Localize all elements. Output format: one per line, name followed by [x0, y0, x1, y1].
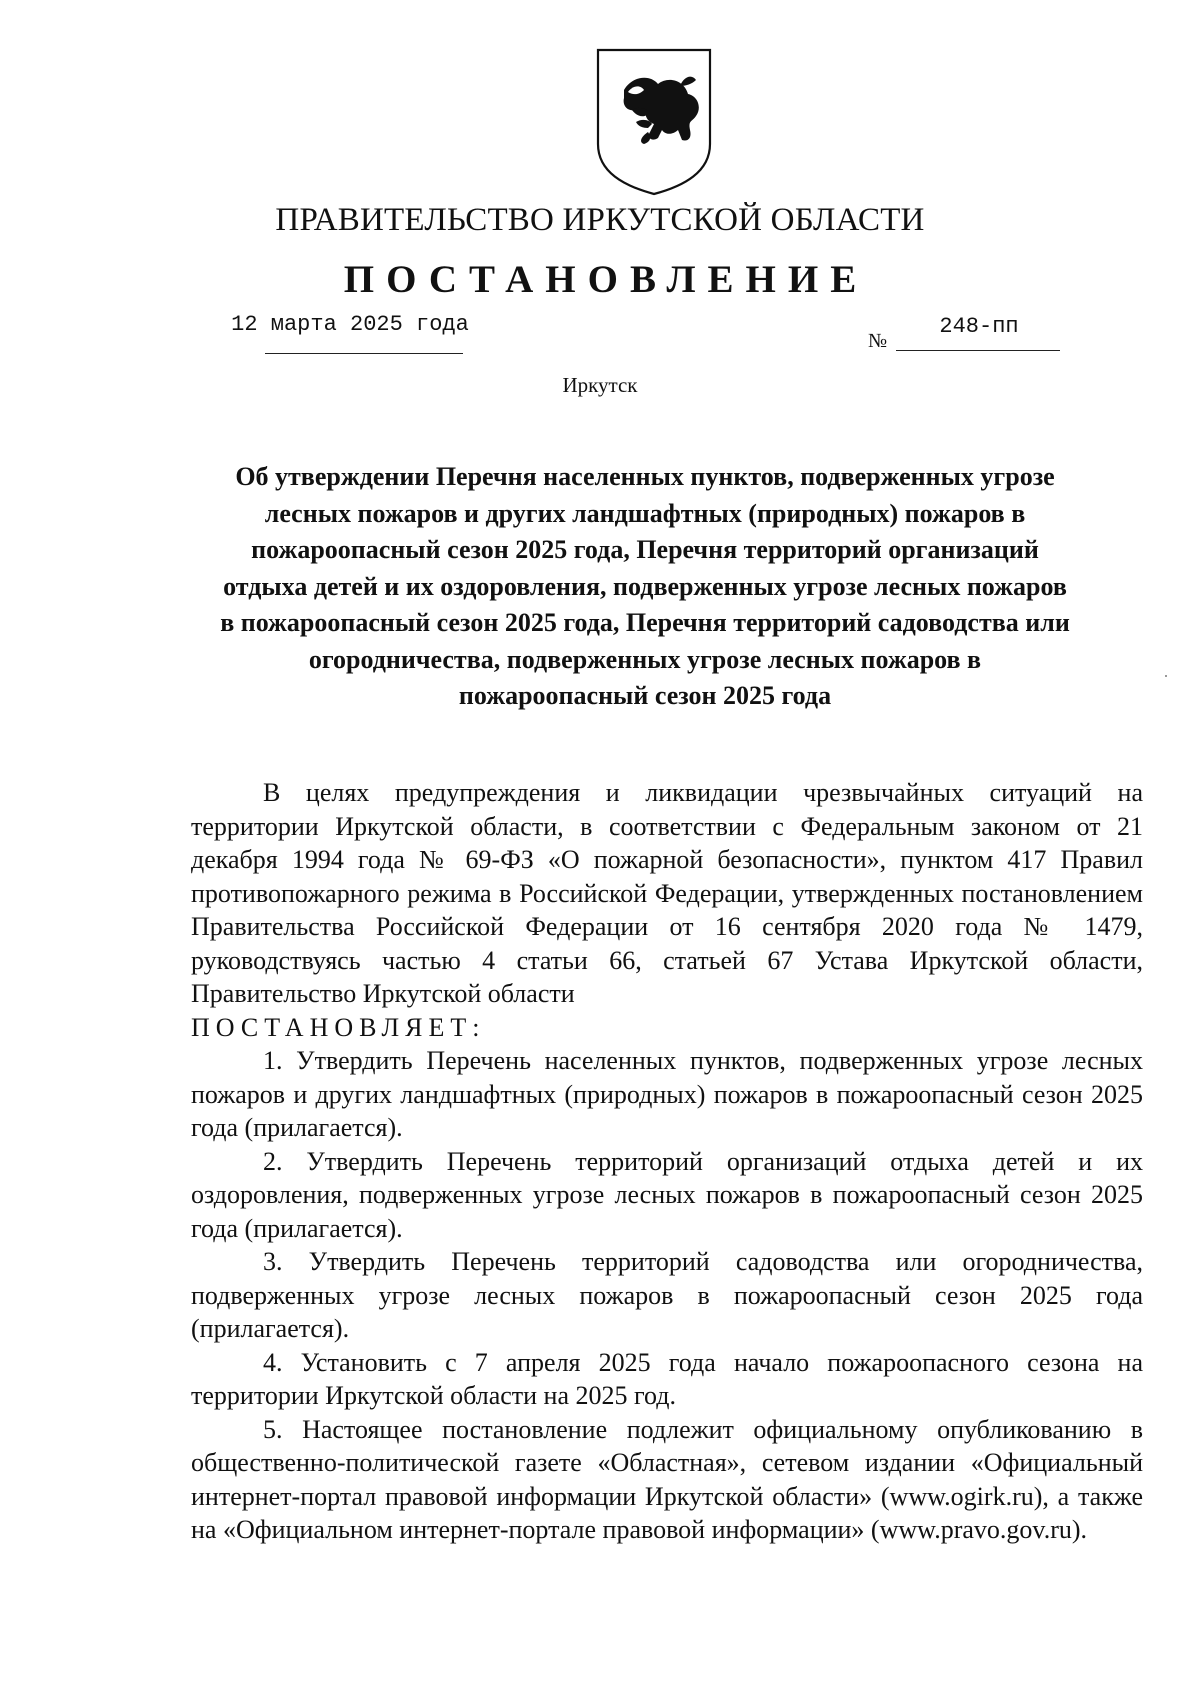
clause-4: 4. Установить с 7 апреля 2025 года начало пожароопасного сезона на территории Иркутской области на 2025 год. [191, 1347, 1143, 1410]
date-underline [265, 353, 463, 354]
title-line: пожароопасный сезон 2025 года, Перечня территорий организаций [251, 535, 1039, 564]
clause-3: 3. Утвердить Перечень территорий садоводства или огородничества, подверженных угрозе лесных пожаров в пожароопасный сезон 2025 года (прилагается). [191, 1247, 1143, 1343]
resolves-word: ПОСТАНОВЛЯЕТ: [191, 1012, 486, 1042]
document-type: ПОСТАНОВЛЕНИЕ [343, 258, 869, 301]
scan-speck [1165, 675, 1167, 677]
title-line: огородничества, подверженных угрозе лесных пожаров в [308, 644, 982, 674]
title-line: отдыха детей и их оздоровления, подверженных угрозе лесных пожаров [223, 571, 1067, 601]
title-line: пожароопасный сезон 2025 года [458, 681, 832, 710]
number-underline [896, 350, 1060, 351]
document-title [180, 459, 1110, 715]
clause-2: 2. Утвердить Перечень территорий организаций отдыха детей и их оздоровления, подверженных угрозе лесных пожаров в пожароопасный сезон 2025 года (прилагается). [191, 1146, 1143, 1243]
preamble-paragraph: В целях предупреждения и ликвидации чрезвычайных ситуаций на территории Иркутской области, в соответствии с Федеральным законом от 21 декабря 1994 года № 69-ФЗ «О пожарной безопасности», пунктом 417 Правил противопожарного режима в Российской Федерации, утвержденных постановлением Правительства Российской Федерации от 16 сентября 2020 года № 1479, руководствуясь частью 4 статьи 66, статьей 67 Устава Иркутской области, Правительство Иркутской области [191, 778, 1143, 1008]
clause-1: 1. Утвердить Перечень населенных пунктов, подверженных угрозе лесных пожаров и других ландшафтных (природных) пожаров в пожароопасный сезон 2025 года (прилагается). [191, 1046, 1143, 1142]
irkutsk-coat-of-arms-icon [592, 46, 716, 196]
number-sign: № [868, 330, 888, 352]
document-number: 248-пп [939, 314, 1019, 339]
title-line: лесных пожаров и других ландшафтных (природных) пожаров в [264, 498, 1026, 528]
document-city: Иркутск [562, 373, 638, 397]
title-line: Об утверждении Перечня населенных пунктов, подверженных угрозе [235, 462, 1055, 491]
document-body [191, 776, 1143, 1547]
title-line: в пожароопасный сезон 2025 года, Перечня территорий садоводства или [220, 608, 1070, 637]
clause-5: 5. Настоящее постановление подлежит официальному опубликованию в общественно-политической газете «Областная», сетевом издании «Официальный интернет-портал правовой информации Иркутской области» (www.ogirk.ru), а также на «Официальном интернет-портале правовой информации» (www.pravo.gov.ru). [191, 1414, 1143, 1544]
organization-name: ПРАВИТЕЛЬСТВО ИРКУТСКОЙ ОБЛАСТИ [275, 202, 925, 238]
document-date: 12 марта 2025 года [231, 312, 469, 337]
